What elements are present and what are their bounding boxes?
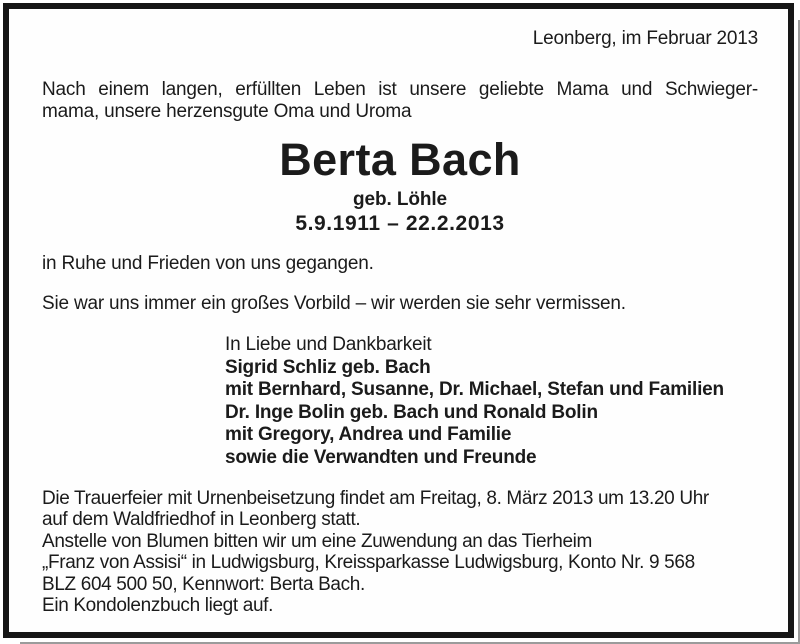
funeral-details-line: Ein Kondolenzbuch liegt auf. bbox=[42, 595, 274, 617]
mourner-line: Sigrid Schliz geb. Bach bbox=[225, 356, 431, 378]
intro-line-1: Nach einem langen, erfüllten Leben ist unsere geliebte Mama und Schwieger- bbox=[42, 79, 758, 100]
funeral-details-line: Anstelle von Blumen bitten wir um eine Zuwendung an das Tierheim bbox=[42, 530, 593, 552]
funeral-details-line: „Franz von Assisi“ in Ludwigsburg, Kreissparkasse Ludwigsburg, Konto Nr. 9 568 bbox=[42, 552, 695, 574]
mourner-line: mit Gregory, Andrea und Familie bbox=[225, 424, 512, 445]
mourner-line: sowie die Verwandten und Freunde bbox=[225, 446, 537, 468]
funeral-details-line: BLZ 604 500 50, Kennwort: Berta Bach. bbox=[42, 573, 365, 595]
dateline: Leonberg, im Februar 2013 bbox=[532, 28, 758, 49]
funeral-details-block bbox=[42, 488, 709, 616]
intro-line-2: mama, unsere herzensgute Oma und Uroma bbox=[42, 101, 412, 122]
tribute-line: Sie war uns immer ein großes Vorbild – wir werden sie sehr vermissen. bbox=[42, 293, 626, 314]
intro-paragraph bbox=[42, 79, 758, 123]
funeral-details-line: Die Trauerfeier mit Urnenbeisetzung findet am Freitag, 8. März 2013 um 13.20 Uhr bbox=[42, 488, 709, 509]
life-dates: 5.9.1911 – 22.2.2013 bbox=[295, 212, 505, 235]
deceased-name: Berta Bach bbox=[279, 134, 521, 185]
birth-name: geb. Löhle bbox=[352, 189, 447, 210]
mourners-heading: In Liebe und Dankbarkeit bbox=[225, 334, 432, 355]
mourner-line: Dr. Inge Bolin geb. Bach und Ronald Bolin bbox=[225, 401, 598, 423]
funeral-details-line: auf dem Waldfriedhof in Leonberg statt. bbox=[42, 509, 361, 531]
mourner-line: mit Bernhard, Susanne, Dr. Michael, Stefan und Familien bbox=[225, 379, 724, 400]
mourners-block bbox=[225, 334, 724, 469]
passing-line: in Ruhe und Frieden von uns gegangen. bbox=[42, 253, 374, 274]
